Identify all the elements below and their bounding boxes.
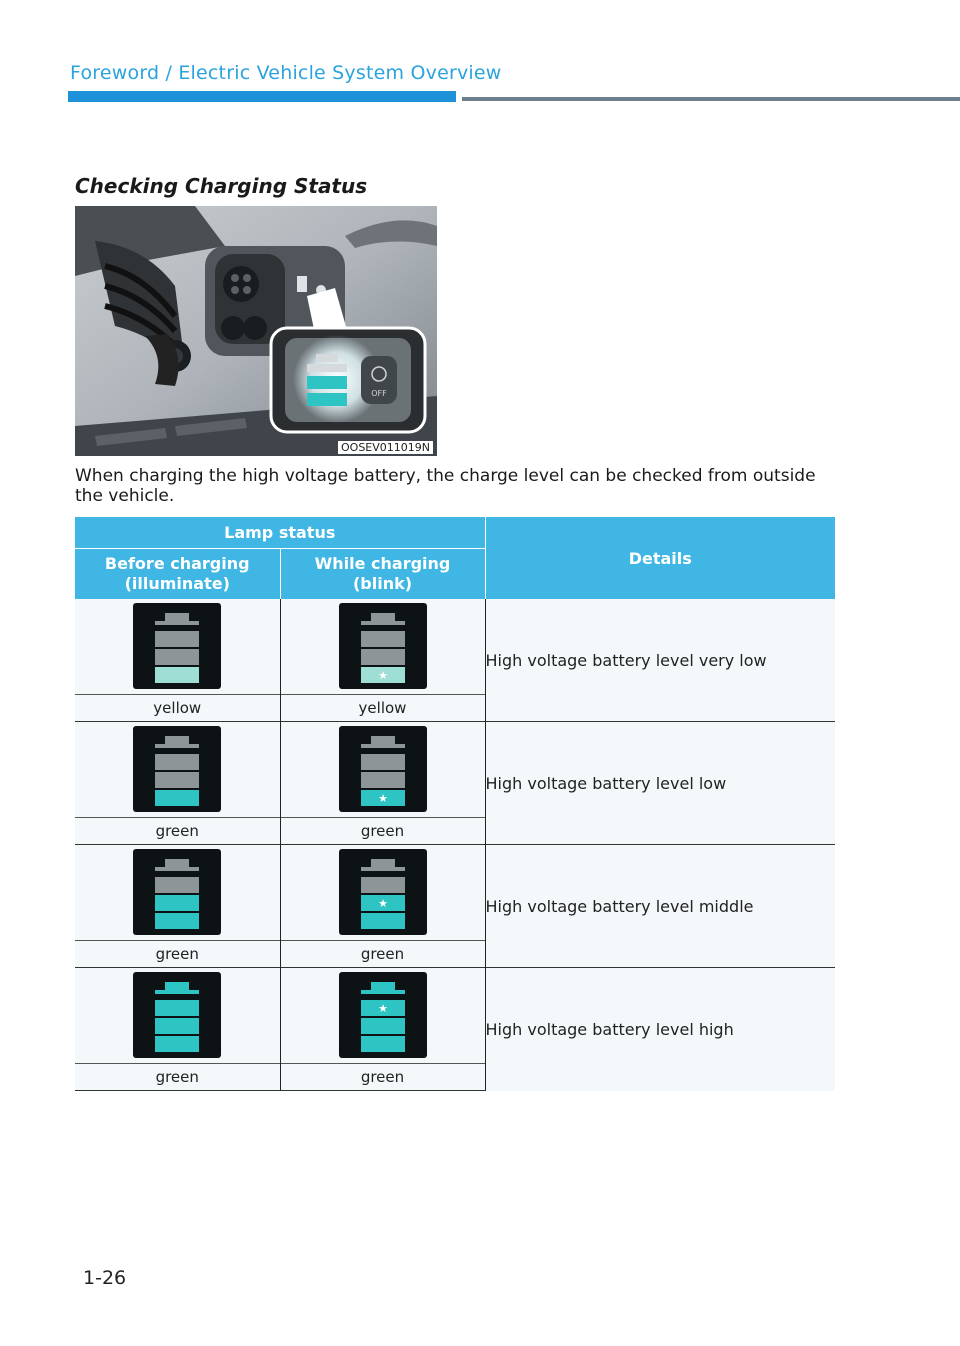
header-divider-line [462, 97, 960, 101]
details-cell: High voltage battery level high [485, 968, 835, 1091]
before-charging-color: green [75, 941, 280, 968]
table-row [75, 845, 835, 941]
battery-icon [133, 726, 221, 816]
while-charging-color: yellow [280, 695, 485, 722]
details-cell: High voltage battery level low [485, 722, 835, 845]
before-charging-battery-icon [75, 722, 280, 818]
details-cell: High voltage battery level very low [485, 599, 835, 722]
while-charging-battery-icon [280, 968, 485, 1064]
while-charging-color: green [280, 818, 485, 845]
header-before-line1: Before charging [104, 554, 250, 573]
before-charging-color: yellow [75, 695, 280, 722]
svg-text:★: ★ [377, 1002, 388, 1015]
illustration-code: OOSEV011019N [338, 441, 433, 454]
before-charging-color: green [75, 1064, 280, 1091]
before-charging-battery-icon [75, 845, 280, 941]
lamp-status-table [75, 517, 835, 1091]
header-while-line1: While charging [314, 554, 451, 573]
details-cell: High voltage battery level middle [485, 845, 835, 968]
battery-icon [133, 603, 221, 693]
header-accent-bar [68, 91, 456, 102]
battery-blink-icon [339, 603, 427, 693]
header-title: Foreword / Electric Vehicle System Overview [70, 62, 502, 84]
before-charging-battery-icon [75, 968, 280, 1064]
battery-blink-icon [339, 972, 427, 1062]
header-before-charging [75, 549, 280, 600]
header-while-charging [280, 549, 485, 600]
table-row [75, 722, 835, 818]
table-row [75, 968, 835, 1064]
battery-blink-icon [339, 726, 427, 816]
while-charging-battery-icon [280, 599, 485, 695]
charging-port-illustration [75, 206, 437, 456]
intro-paragraph: When charging the high voltage battery, the charge level can be checked from outside the vehicle. [75, 466, 816, 506]
battery-blink-icon [339, 849, 427, 939]
header-before-line2: (illuminate) [124, 574, 230, 593]
while-charging-battery-icon [280, 845, 485, 941]
before-charging-battery-icon [75, 599, 280, 695]
off-button-label: OFF [371, 389, 387, 398]
table-row [75, 599, 835, 695]
header-lamp-status: Lamp status [75, 517, 485, 549]
header-while-line2: (blink) [352, 574, 413, 593]
svg-text:★: ★ [377, 897, 388, 910]
svg-text:★: ★ [377, 792, 388, 805]
before-charging-color: green [75, 818, 280, 845]
page-number: 1-26 [83, 1267, 127, 1289]
while-charging-color: green [280, 941, 485, 968]
svg-text:★: ★ [377, 669, 388, 682]
while-charging-battery-icon [280, 722, 485, 818]
battery-icon [133, 849, 221, 939]
lamp-table-body [75, 599, 835, 1091]
header-details: Details [485, 517, 835, 599]
while-charging-color: green [280, 1064, 485, 1091]
section-title: Checking Charging Status [75, 174, 368, 198]
charging-port-photo [75, 206, 437, 456]
battery-icon [133, 972, 221, 1062]
